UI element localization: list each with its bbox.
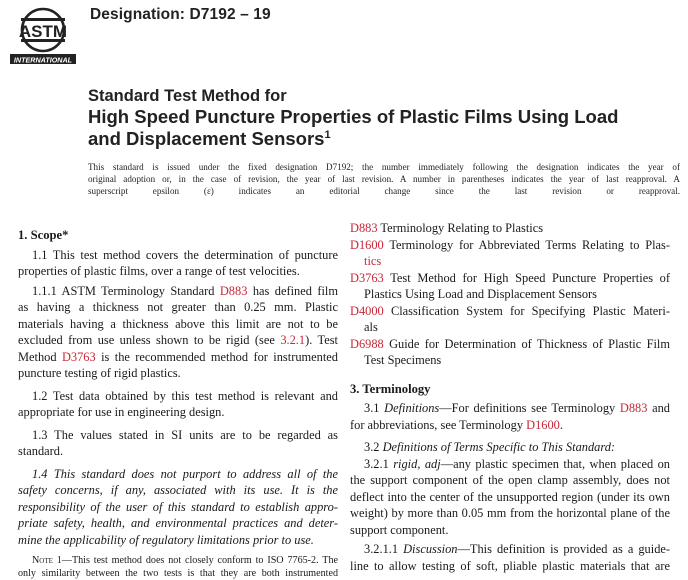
ref-link-d883[interactable]: D883	[350, 221, 378, 235]
para-3-2-1: 3.2.1 rigid, adj—any plastic specimen that, when placed on	[364, 456, 670, 471]
ref-link-d3763[interactable]: D3763	[61, 349, 96, 364]
ref-item: D6988 Guide for Determination of Thickness of Plastic Film	[350, 336, 670, 351]
section-link-3-2-1[interactable]: 3.2.1	[280, 333, 306, 347]
note-1: Note 1—This test method does not closely conform to ISO 7765-2. The	[32, 555, 339, 566]
ref-link-d1600[interactable]: D1600	[350, 237, 384, 252]
right-column: D883 Terminology Relating to Plastics D1600 Terminology for Abbreviated Terms Relating to Plas- tics D3763 Test Method for High Speed Puncture Properties of Plastics Using Load and Displacement Sensors D4000 Classification System for Specifying Plastic Materi- als D6988 Guide for Determination of Thickness of Plastic Film Test Specimens 3. Terminology 3.1 Definitions—For definitions see Terminology D883 and for abbreviations, see Terminology D1600. 3.2 Definitions of Terms Specific to This Standard: 3.2.1 rigid, adj—any plastic specimen that, when placed on the support component of the open clamp assembly, does not deflect into the center of the unsupported region (under its own weight) by more than 0.05 mm from the horizontal plane of the support component. 3.2.1.1 Discussion—This definition is provided as a guide- line to allow testing of soft, pliable plastic materials that are	[350, 221, 671, 573]
ref-link-d6988[interactable]: D6988	[350, 336, 384, 351]
logo-letters: ASTM	[18, 22, 68, 41]
ref-item: D1600 Terminology for Abbreviated Terms Relating to Plas-	[350, 237, 670, 252]
referenced-documents-list: D883 Terminology Relating to Plastics D1600 Terminology for Abbreviated Terms Relating to Plas- tics D3763 Test Method for High Speed Puncture Properties of Plastics Using Load and Displacement Sensors D4000 Classification System for Specifying Plastic Materi- als D6988 Guide for Determination of Thickness of Plastic Film Test Specimens	[350, 221, 671, 367]
title-line-2: High Speed Puncture Properties of Plastic Films Using Load	[88, 106, 619, 127]
para-3-1: 3.1 Definitions—For definitions see Terminology D883 and	[364, 401, 671, 415]
designation-label: Designation:	[90, 6, 186, 23]
title-footnote-mark[interactable]: 1	[324, 128, 331, 141]
logo-caption: INTERNATIONAL	[13, 55, 73, 65]
terminology-heading: 3. Terminology	[350, 381, 431, 396]
para-1-1: 1.1 This test method covers the determination of puncture	[32, 247, 338, 262]
astm-logo	[4, 4, 82, 66]
para-3-2: 3.2 Definitions of Terms Specific to This Standard:	[364, 440, 616, 454]
ref-item: D883 Terminology Relating to Plastics	[350, 221, 544, 235]
issuance-statement: This standard is issued under the fixed designation D7192; the number immediately following the designation indicates the year of original adoption or, in the case of revision, the year of last revision. A number in parentheses indicates the year of last reapproval. A superscript epsilon (ε) indicates an editorial change since the last revision or reapproval.	[88, 162, 680, 197]
ref-link-d883[interactable]: D883	[619, 401, 648, 415]
ref-item: D3763 Test Method for High Speed Puncture Properties of	[350, 270, 671, 285]
designation	[90, 6, 271, 24]
ref-link-d3763[interactable]: D3763	[350, 270, 384, 285]
ref-link-d883[interactable]: D883	[219, 283, 248, 298]
ref-link-d1600[interactable]: D1600	[526, 417, 560, 432]
scope-heading: 1. Scope*	[18, 228, 69, 242]
para-1-2: 1.2 Test data obtained by this test method is relevant and	[32, 388, 338, 403]
title-line-3: and Displacement Sensors$^1$	[88, 128, 331, 149]
document-title	[88, 86, 678, 150]
designation-sep: –	[240, 6, 249, 23]
para-3-2-1-1: 3.2.1.1 Discussion—This definition is provided as a guide-	[364, 542, 671, 556]
designation-year: 19	[253, 6, 271, 23]
para-1-4: 1.4 This standard does not purport to address all of the safety concerns, if any, associated with its use. It is the responsibility of the user of this standard to establish appro- priate safety, health, and environmental practices and deter- mine the applicability of regulatory limitations prior to use.	[18, 466, 338, 547]
ref-link-d4000[interactable]: D4000	[350, 303, 384, 318]
para-1-3: 1.3 The values stated in SI units are to be regarded as	[32, 427, 338, 442]
designation-code: D7192	[189, 6, 236, 23]
title-line-1: Standard Test Method for	[88, 87, 287, 105]
ref-item: D4000 Classification System for Specifying Plastic Materi-	[350, 303, 670, 318]
left-column: 1. Scope* 1.1 This test method covers the determination of puncture properties of plastic films, over a range of test velocities. 1.1.1 ASTM Terminology Standard D883 has defined film as having a thickness not greater than 0.25 mm. Plastic materials having a thickness above this limit are not to be excluded from use unless shown to be rigid (see 3.2.1). Test Method D3763 is the recommended method for instrumented puncture testing of rigid plastics. 1.2 Test data obtained by this test method is relevant and appropriate for use in engineering design. 1.3 The values stated in SI units are to be regarded as standard. 1.4 This standard does not purport to address all of the safety concerns, if any, associated with its use. It is the responsibility of the user of this standard to establish appro- priate safety, health, and environmental practices and deter- mine the applicability of regulatory limitations prior to use. Note 1—This test method does not closely conform to ISO 7765-2. The only similarity between the two tests is that they are both instrumented	[18, 228, 339, 579]
para-1-1-1: 1.1.1 ASTM Terminology Standard D883 has defined film	[32, 283, 338, 298]
